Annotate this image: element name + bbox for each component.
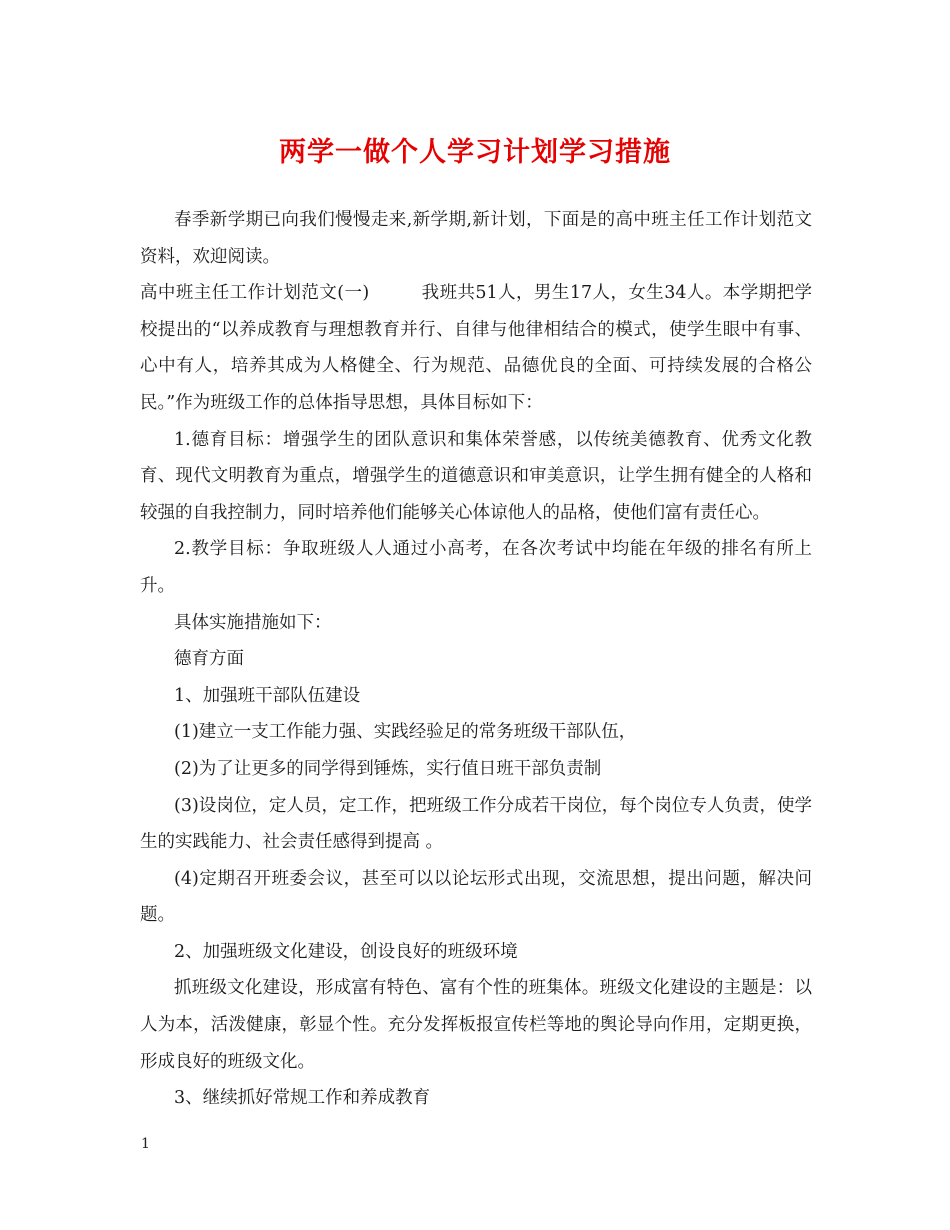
item-1-2: (2)为了让更多的同学得到锤炼，实行值日班干部负责制 (174, 758, 602, 779)
section-paragraph (140, 275, 812, 421)
item-2-body: 抓班级文化建设，形成富有特色、富有个性的班集体。班级文化建设的主题是：以人为本，活泼健康，彰显个性。充分发挥板报宣传栏等地的舆论导向作用，定期更换，形成良好的班级文化。 (140, 978, 812, 1072)
section-heading: 高中班主任工作计划范文(一) (140, 283, 370, 304)
document-title: 两学一做个人学习计划学习措施 (279, 137, 671, 168)
item-2-heading: 2、加强班级文化建设，创设良好的班级环境 (174, 941, 518, 962)
section-body: 我班共51人，男生17人，女生34人。本学期把学校提出的“以养成教育与理想教育并行、自律与他律相结合的模式，使学生眼中有事、心中有人，培养其成为人格健全、行为规范、品德优良的全面、可持续发展的合格公民。”作为班级工作的总体指导思想，具体目标如下： (140, 283, 812, 413)
item-1-1: (1)建立一支工作能力强、实践经验足的常务班级干部队伍， (174, 722, 637, 743)
item-1-heading: 1、加强班干部队伍建设 (174, 685, 361, 706)
measures-intro: 具体实施措施如下： (174, 612, 332, 633)
moral-aspect-heading: 德育方面 (174, 649, 244, 670)
item-1-4: (4)定期召开班委会议，甚至可以以论坛形式出现，交流思想，提出问题，解决问题。 (140, 868, 812, 926)
item-1-3: (3)设岗位，定人员，定工作，把班级工作分成若干岗位，每个岗位专人负责，使学生的实践能力、社会责任感得到提高 。 (140, 795, 812, 853)
document-body (140, 202, 812, 1117)
goal-moral-paragraph: 1.德育目标：增强学生的团队意识和集体荣誉感，以传统美德教育、优秀文化教育、现代文明教育为重点，增强学生的道德意识和审美意识，让学生拥有健全的人格和较强的自我控制力，同时培养他们能够关心体谅他人的品格，使他们富有责任心。 (140, 429, 812, 523)
page-number: 1 (141, 1136, 150, 1152)
goal-teaching-paragraph: 2.教学目标：争取班级人人通过小高考，在各次考试中均能在年级的排名有所上升。 (140, 539, 812, 596)
item-3-heading: 3、继续抓好常规工作和养成教育 (174, 1088, 431, 1109)
intro-paragraph: 春季新学期已向我们慢慢走来,新学期,新计划，下面是的高中班主任工作计划范文资料，欢迎阅读。 (140, 210, 812, 267)
